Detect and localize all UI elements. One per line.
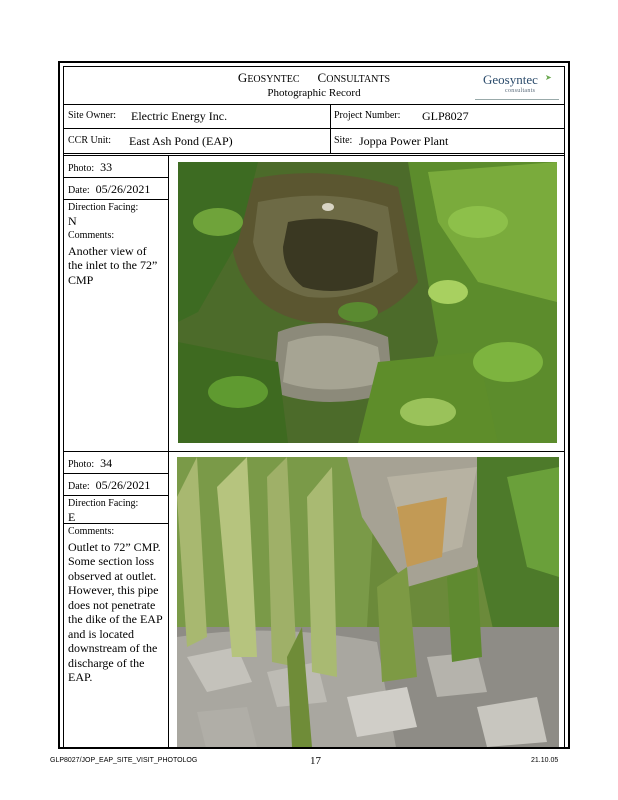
direction-value: N [68, 214, 77, 228]
leaf-icon: ➤ [545, 73, 552, 82]
ccr-unit-label: CCR Unit: [68, 135, 112, 146]
direction-cell: Direction Facing: N [68, 202, 139, 228]
comments-text: Another view of the inlet to the 72” CMP [68, 243, 158, 287]
date-cell: Date: 05/26/2021 [64, 178, 168, 200]
photo-34-info [64, 452, 169, 749]
page-number: 17 [310, 755, 321, 767]
comments-cell: Comments: Another view of the inlet to the 72” CMP [68, 229, 164, 287]
record-header [64, 67, 564, 105]
geosyntec-logo: Geosyntec ➤ consultants [475, 69, 559, 100]
ccr-unit-value: East Ash Pond (EAP) [129, 134, 233, 148]
project-number-label: Project Number: [334, 110, 401, 121]
photo-number-cell: Photo: 34 [64, 452, 168, 474]
photo-33-info [64, 156, 169, 452]
site-owner-row [64, 104, 564, 129]
date-cell: Date: 05/26/2021 [64, 474, 168, 496]
photo-34-image [177, 457, 559, 749]
photo-33-image [178, 162, 557, 443]
photo-block-34 [64, 451, 564, 749]
photo-log-frame [58, 61, 570, 749]
site-owner-label: Site Owner: [68, 110, 117, 121]
site-owner-value: Electric Energy Inc. [131, 109, 228, 123]
record-subtitle: Photographic Record [267, 87, 361, 99]
photo-number-cell: Photo: 33 [64, 156, 168, 178]
document-date-code: 21.10.05 [531, 757, 559, 764]
comments-text: Outlet to 72” CMP. Some section loss observed at outlet. However, this pipe does not penetrate the dike of the EAP and is located downstream of the discharge of the EAP. [68, 539, 163, 684]
document-id: GLP8027/JOP_EAP_SITE_VISIT_PHOTOLOG [50, 757, 198, 764]
photo-log-table [63, 66, 565, 749]
photo-34-outlet-cmp [177, 457, 559, 749]
photo-block-33 [64, 155, 564, 452]
site-label: Site: [334, 135, 353, 146]
comments-cell: Comments: Outlet to 72” CMP. Some section loss observed at outlet. However, this pipe does not penetrate the dike of the EAP and is located downstream of the discharge of the EAP. [68, 526, 163, 684]
ccr-unit-row [64, 129, 564, 154]
direction-cell: Direction Facing: E [64, 496, 168, 524]
project-number-value: GLP8027 [422, 109, 469, 123]
site-value: Joppa Power Plant [359, 134, 449, 148]
company-name: GEOSYNTEC CONSULTANTS [237, 70, 391, 85]
direction-value: E [68, 510, 76, 524]
photo-33-inlet-culvert [178, 162, 557, 443]
